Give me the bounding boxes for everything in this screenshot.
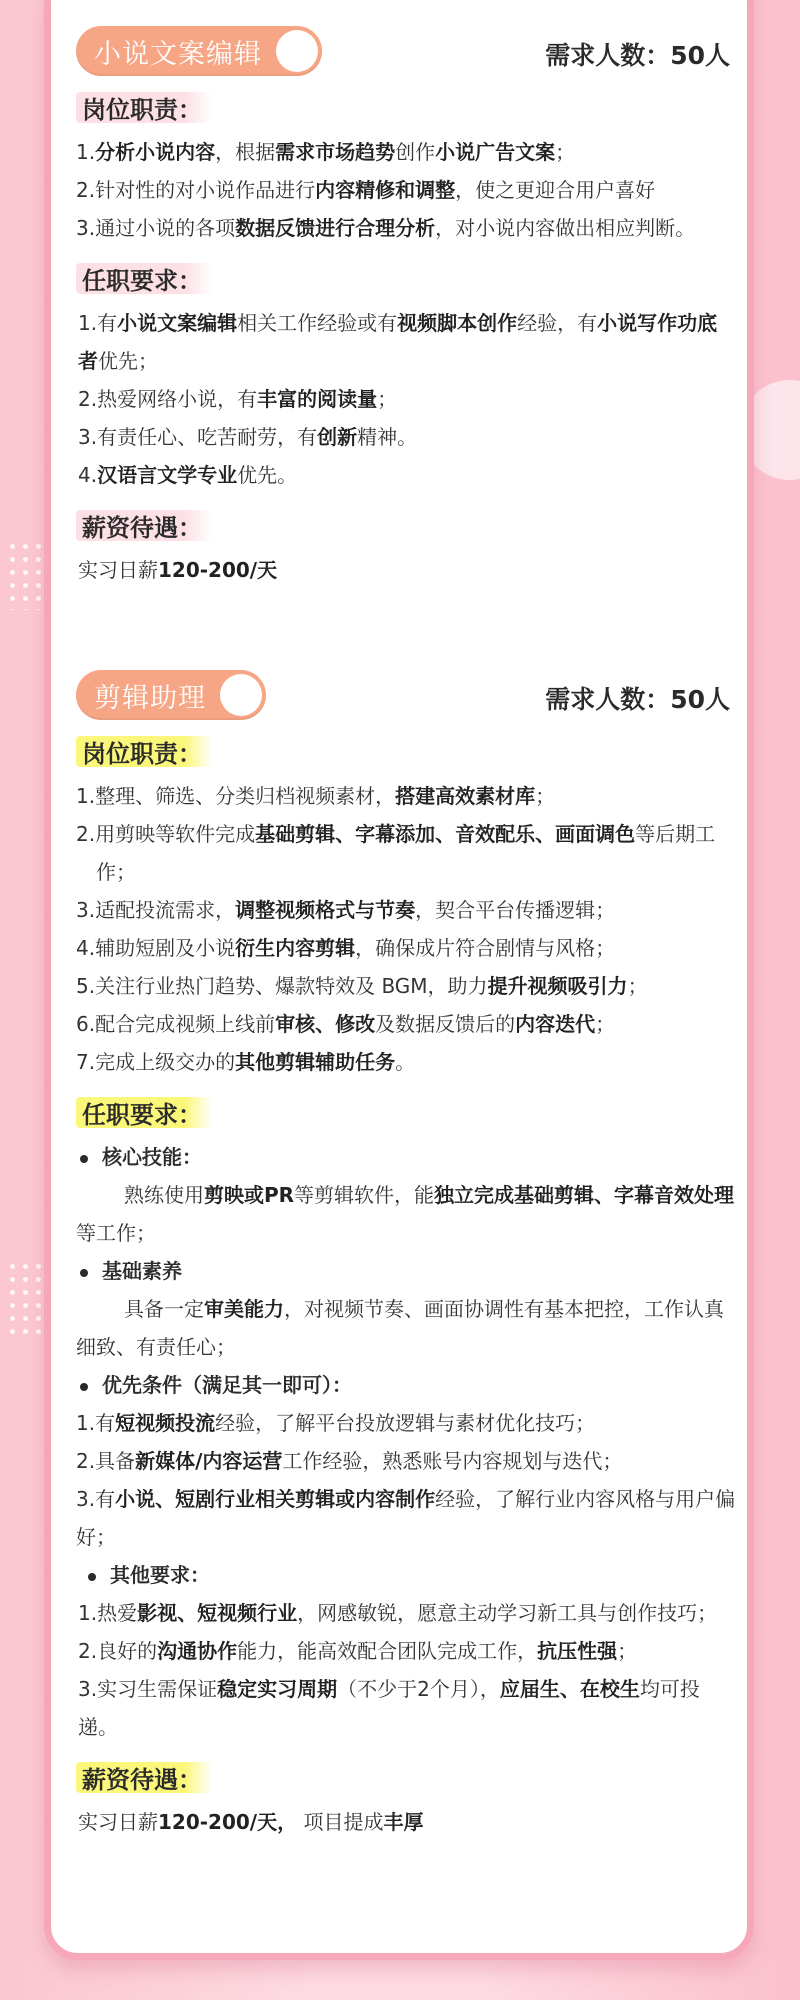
toggle-knob-icon [276,30,318,72]
duty-heading: 岗位职责： [76,732,212,771]
list-item: 4.辅助短剧及小说衍生内容剪辑，确保成片符合剧情与风格； [76,936,616,960]
list-item: 6.配合完成视频上线前审核、修改及数据反馈后的内容迭代； [76,1012,616,1036]
job-section-novel-copy [76,26,736,589]
basic-quality-label: 基础素养 [76,1252,736,1290]
duty-list [76,133,736,247]
job-title-pill [76,670,266,720]
requirement-heading: 任职要求： [76,1093,212,1132]
bullet-icon [88,1573,96,1581]
core-skill-text: 熟练使用剪映或PR等剪辑软件，能独立完成基础剪辑、字幕音效处理等工作； [76,1183,735,1245]
list-item: 3.有责任心、吃苦耐劳，有创新精神。 [78,425,418,449]
priority-label: 优先条件（满足其一即可）： [76,1366,736,1404]
list-item: 1.分析小说内容，根据需求市场趋势创作小说广告文案； [76,140,576,164]
list-item: 2.良好的沟通协作能力，能高效配合团队完成工作，抗压性强； [78,1639,638,1663]
list-item: 3.通过小说的各项数据反馈进行合理分析，对小说内容做出相应判断。 [76,216,696,240]
core-skill-label: 核心技能： [76,1138,736,1176]
other-list [76,1594,736,1746]
list-item: 2.热爱网络小说，有丰富的阅读量； [78,387,398,411]
duty-list [76,777,736,1081]
list-item: 7.完成上级交办的其他剪辑辅助任务。 [76,1050,416,1074]
requirement-heading: 任职要求： [76,259,212,298]
priority-list [76,1404,736,1556]
job-title: 剪辑助理 [94,682,206,714]
list-item: 2.具备新媒体/内容运营工作经验，熟悉账号内容规划与迭代； [76,1449,623,1473]
job-title: 小说文案编辑 [94,38,262,70]
other-label: 其他要求： [76,1556,736,1594]
basic-quality-text: 具备一定审美能力，对视频节奏、画面协调性有基本把控，工作认真细致、有责任心； [76,1297,724,1359]
salary-text: 实习日薪120-200/天， 项目提成丰厚 [78,1810,424,1834]
list-item: 3.适配投流需求，调整视频格式与节奏，契合平台传播逻辑； [76,898,616,922]
list-item: 1.整理、筛选、分类归档视频素材，搭建高效素材库； [76,784,556,808]
bullet-icon [80,1269,88,1277]
list-item: 1.有短视频投流经验，了解平台投放逻辑与素材优化技巧； [76,1411,596,1435]
toggle-knob-icon [220,674,262,716]
duty-heading: 岗位职责： [76,88,212,127]
list-item: 1.热爱影视、短视频行业，网感敏锐，愿意主动学习新工具与创作技巧； [78,1601,718,1625]
bullet-icon [80,1155,88,1163]
salary-text: 实习日薪120-200/天 [78,558,278,582]
list-item: 2.用剪映等软件完成基础剪辑、字幕添加、音效配乐、画面调色等后期工作； [76,822,716,884]
headcount: 需求人数：50人 [545,41,730,70]
requirement-list [76,304,736,494]
headcount: 需求人数：50人 [545,685,730,714]
list-item: 5.关注行业热门趋势、爆款特效及 BGM，助力提升视频吸引力； [76,974,648,998]
bullet-icon [80,1383,88,1391]
list-item: 3.有小说、短剧行业相关剪辑或内容制作经验，了解行业内容风格与用户偏好； [76,1487,736,1549]
list-item: 1.有小说文案编辑相关工作经验或有视频脚本创作经验，有小说写作功底者优先； [78,311,718,373]
salary-heading: 薪资待遇： [76,1758,212,1797]
job-section-video-editor [76,670,736,1841]
list-item: 2.针对性的对小说作品进行内容精修和调整，使之更迎合用户喜好 [76,178,656,202]
salary-heading: 薪资待遇： [76,506,212,545]
list-item: 3.实习生需保证稳定实习周期（不少于2个月），应届生、在校生均可投递。 [78,1677,700,1739]
job-title-pill [76,26,322,76]
list-item: 4.汉语言文学专业优先。 [78,463,298,487]
